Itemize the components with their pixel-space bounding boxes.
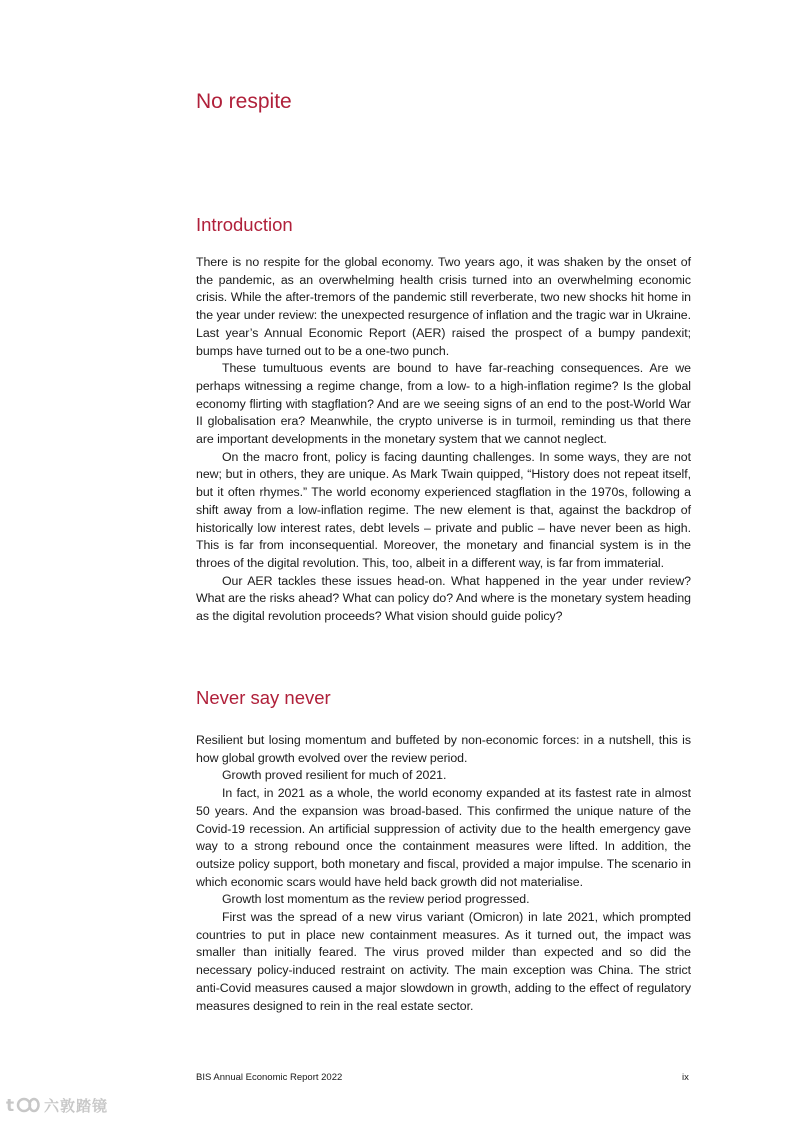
section-heading-never-say-never: Never say never bbox=[196, 687, 331, 708]
paragraph: First was the spread of a new virus variant (Omicron) in late 2021, which prompted countries to put in place new containment measures. As it turned out, the impact was smaller than initially feared. The virus proved milder than expected and so did the necessary policy-induced restraint on activity. The main exception was China. The strict anti-Covid measures caused a major slowdown in growth, adding to the effect of regulatory measures designed to rein in the real estate sector. bbox=[196, 910, 691, 1013]
footer-report-name: BIS Annual Economic Report 2022 bbox=[196, 1072, 343, 1083]
svg-text:t: t bbox=[6, 1096, 15, 1116]
paragraph: Growth proved resilient for much of 2021. bbox=[222, 768, 447, 783]
section-body-introduction bbox=[196, 254, 691, 626]
paragraph: These tumultuous events are bound to have far-reaching consequences. Are we perhaps witnessing a regime change, from a low- to a high-inflation regime? Is the global economy flirting with stagflation? And are we seeing signs of an end to the post-World War II globalisation era? Meanwhile, the crypto universe is in turmoil, reminding us that there are important developments in the monetary system that we cannot neglect. bbox=[196, 361, 691, 447]
paragraph: On the macro front, policy is facing daunting challenges. In some ways, they are not new; but in others, they are unique. As Mark Twain quipped, “History does not repeat itself, but it often rhymes.” The world economy experienced stagflation in the 1970s, following a shift away from a low-inflation regime. The new element is that, against the backdrop of historically low interest rates, debt levels – private and public – have never been as high. This is far from inconsequential. Moreover, the monetary and financial system is in the throes of the digital revolution. This, too, albeit in a different way, is far from immaterial. bbox=[196, 449, 691, 570]
watermark-text: 六敦踏镜 bbox=[44, 1096, 109, 1115]
paragraph: Resilient but losing momentum and buffeted by non-economic forces: in a nutshell, this is how global growth evolved over the review period. bbox=[196, 733, 691, 765]
section-body-never-say-never bbox=[196, 732, 691, 1015]
page-title: No respite bbox=[196, 90, 292, 113]
watermark bbox=[6, 1094, 108, 1116]
paragraph: In fact, in 2021 as a whole, the world economy expanded at its fastest rate in almost 50 years. And the expansion was broad-based. This confirmed the unique nature of the Covid-19 recession. An artificial suppression of activity due to the health emergency gave way to a strong rebound once the containment measures were lifted. In addition, the outsize policy support, both monetary and fiscal, provided a major impulse. The scenario in which economic scars would have held back growth did not materialise. bbox=[196, 786, 691, 889]
paragraph: Our AER tackles these issues head-on. What happened in the year under review? What are the risks ahead? What can policy do? And where is the monetary system heading as the digital revolution proceeds? What vision should guide policy? bbox=[196, 573, 691, 624]
paragraph: There is no respite for the global economy. Two years ago, it was shaken by the onset of the pandemic, as an overwhelming health crisis turned into an overwhelming economic crisis. While the after-tremors of the pandemic still reverberate, two new shocks hit home in the year under review: the unexpected resurgence of inflation and the tragic war in Ukraine. Last year’s Annual Economic Report (AER) raised the prospect of a bumpy pandexit; bumps have turned out to be a one-two punch. bbox=[196, 255, 691, 358]
section-heading-introduction: Introduction bbox=[196, 214, 293, 235]
paragraph: Growth lost momentum as the review period progressed. bbox=[222, 892, 530, 907]
footer-page-number: ix bbox=[682, 1072, 689, 1083]
watermark-logo-icon bbox=[6, 1094, 40, 1116]
